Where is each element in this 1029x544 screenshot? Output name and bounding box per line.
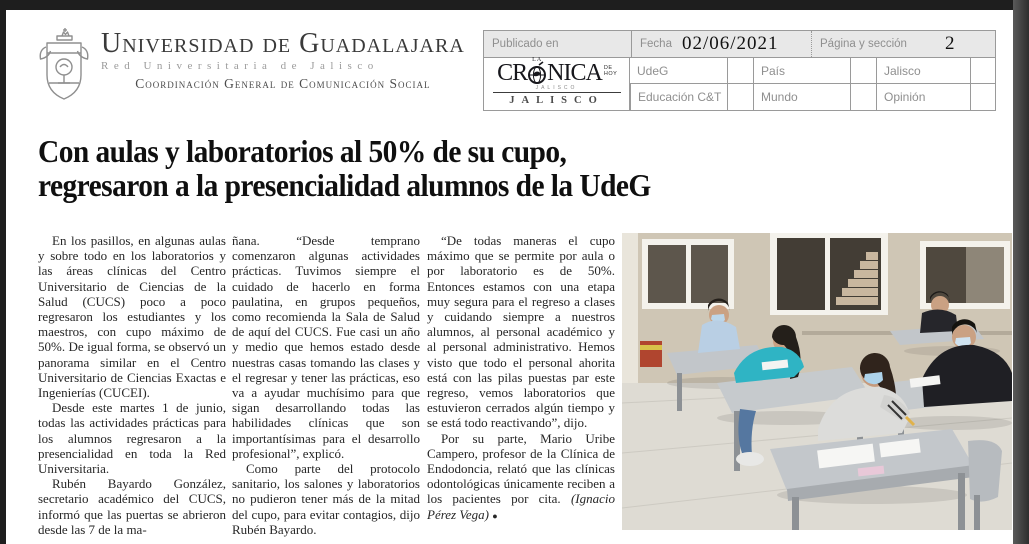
date-value: 02/06/2021 bbox=[681, 33, 779, 54]
network-name: Red Universitaria de Jalisco bbox=[101, 60, 379, 72]
headline-line-2: regresaron a la presencialidad alumnos de la UdeG bbox=[38, 167, 651, 203]
classroom-photo-illustration bbox=[622, 233, 1012, 530]
category-jalisco: Jalisco bbox=[876, 58, 970, 84]
university-crest-icon bbox=[36, 27, 92, 103]
page-section-value: 2 bbox=[944, 33, 956, 54]
clipping-info-table bbox=[483, 30, 996, 111]
paragraph: “De todas maneras el cupo máximo que se permite por aula o por laboratorio es de 50%. Entonces estamos con una etapa muy segura para el regreso a clases y cuidando siempre a nuestros alumnos, al personal académico y al personal administrativo. Hemos visto que todo el personal ahorita está con las pilas puestas par este regreso, vemos laboratorios que estuvieron cerrados algún tiempo y se está todo reactivando”, dijo. bbox=[427, 233, 615, 431]
category-opinion: Opinión bbox=[876, 84, 970, 110]
paragraph: ñana. “Desde temprano comenzaron algunas actividades prácticas. Tuvimos siempre el cuidado de hacerlo en forma paulatina, en grupos pequeños, como recomienda la Sala de Salud de aquí del CUCS. Fue casi un año y medio que hemos estado desde nuestras casas tomando las clases y el regresar y tener las prácticas, eso va a ayudar muchísimo para que sigan desarrollando todas las habilidades clínicas que son importantísimas para el desarrollo profesional”, explicó. bbox=[232, 233, 420, 461]
paragraph-text: Por su parte, Mario Uribe Campero, profesor de la Clínica de Endodoncia, relató que las clínicas odontológicas únicamente reciben a los pacientes por cita. bbox=[427, 430, 615, 507]
page-section-label: Página y sección bbox=[820, 38, 907, 50]
cronica-la-text: LA bbox=[532, 57, 543, 63]
category-udeg-checkbox bbox=[727, 58, 753, 84]
cronica-jalisco-microtext: JALISCO bbox=[535, 85, 578, 91]
author-byline: (Ignacio Pérez Vega) bbox=[427, 491, 615, 522]
published-in-label: Publicado en bbox=[492, 38, 559, 50]
classroom-photo bbox=[622, 233, 1012, 530]
article-column-2 bbox=[232, 233, 420, 537]
date-label: Fecha bbox=[640, 38, 672, 50]
scan-border-top bbox=[0, 0, 1029, 10]
end-bullet: ● bbox=[492, 510, 498, 521]
paragraph: En los pasillos, en algunas aulas y sobre todo en los laboratorios y las áreas clínicas del Centro Universitario de Ciencias de la Salud (CUCS) poco a poco regresaron los estudiantes y los maestros, con cupo máximo de 50%. De igual forma, se observó un panorama similar en el Centro Universitario de Ciencias Exactas e Ingenierías (CUCEI). bbox=[38, 233, 226, 401]
globe-icon bbox=[527, 61, 547, 85]
cronica-de-hoy-text: DE HOY bbox=[603, 65, 618, 77]
paragraph: Desde este martes 1 de junio, todas las actividades prácticas para los alumnos regresaron a la presencialidad en toda la Red Universitaria. bbox=[38, 400, 226, 477]
category-educacion: Educación C&T bbox=[630, 84, 727, 110]
cronica-jalisco-text: JALISCO bbox=[509, 95, 604, 106]
article-headline bbox=[38, 134, 765, 202]
university-name: Universidad de Guadalajara bbox=[101, 28, 465, 59]
category-grid bbox=[630, 58, 995, 110]
article-column-3 bbox=[427, 233, 615, 524]
scan-border-right bbox=[1013, 0, 1029, 544]
masthead bbox=[36, 27, 465, 103]
category-pais-checkbox bbox=[850, 58, 876, 84]
paragraph: Rubén Bayardo González, secretario académico del CUCS, informó que las puertas se abrieron desde las 7 de la ma- bbox=[38, 476, 226, 537]
paragraph bbox=[427, 431, 615, 524]
category-educacion-checkbox bbox=[727, 84, 753, 110]
paragraph: Como parte del protocolo sanitario, los salones y laboratorios no pudieron tener más de la mitad del cupo, para evitar contagios, dijo Rubén Bayardo. bbox=[232, 461, 420, 537]
article-column-1 bbox=[38, 233, 226, 537]
clipping-header-row bbox=[483, 30, 996, 58]
office-name: Coordinación General de Comunicación Social bbox=[135, 76, 431, 91]
cronica-logo-text-left: CR bbox=[497, 60, 528, 86]
category-opinion-checkbox bbox=[970, 84, 995, 110]
category-mundo: Mundo bbox=[753, 84, 850, 110]
cronica-logo-text-right: NICA bbox=[547, 60, 602, 86]
category-jalisco-checkbox bbox=[970, 58, 995, 84]
category-udeg: UdeG bbox=[630, 58, 727, 84]
category-mundo-checkbox bbox=[850, 84, 876, 110]
headline-line-1: Con aulas y laboratorios al 50% de su cupo, bbox=[38, 133, 567, 169]
cronica-jalisco-logo bbox=[484, 58, 630, 110]
category-pais: País bbox=[753, 58, 850, 84]
scan-border-left bbox=[0, 0, 6, 544]
cronica-rule bbox=[493, 92, 621, 93]
